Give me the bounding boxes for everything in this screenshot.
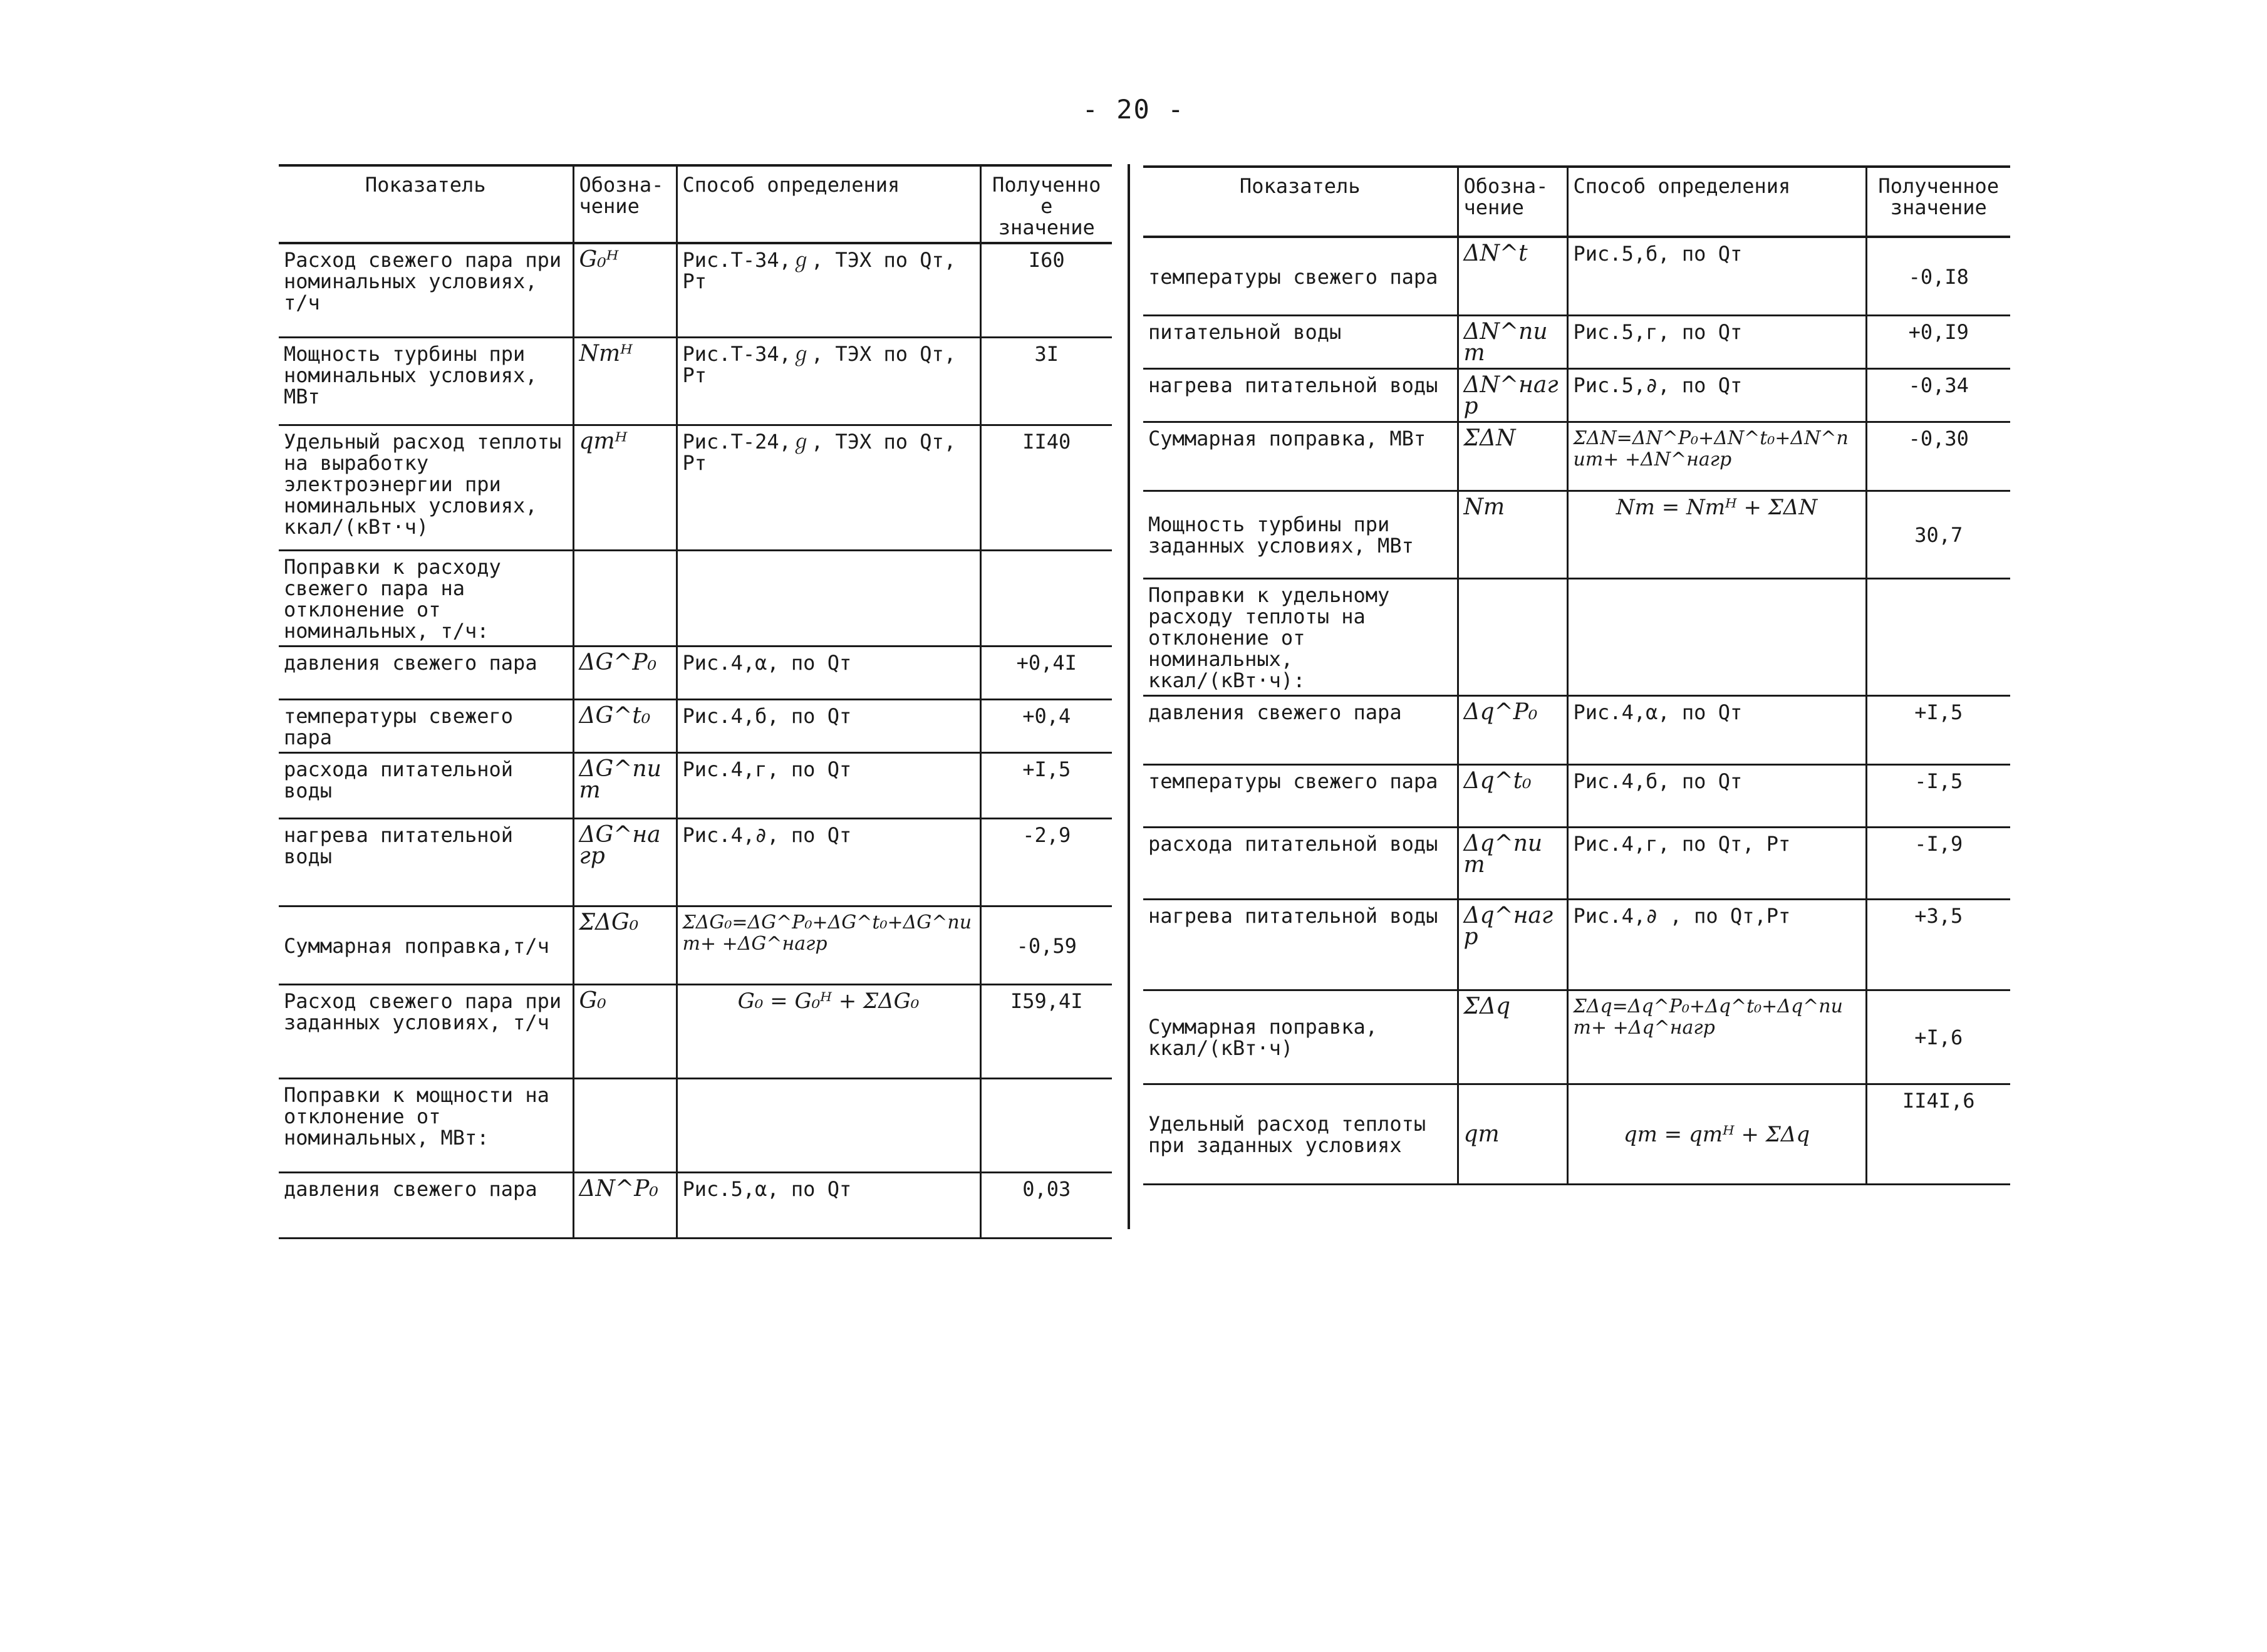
row-indicator: Расход свежего пара при заданных условиях, т/ч (279, 984, 573, 1078)
row-value: I60 (980, 243, 1112, 337)
table-row (279, 243, 1112, 337)
row-symbol (573, 1078, 677, 1172)
header-method: Способ определения (1567, 167, 1866, 237)
row-method: Рис.4,г, по Qт (677, 752, 980, 818)
row-method: G₀ = G₀ᴴ + ΣΔG₀ (677, 984, 980, 1078)
row-indicator: Удельный расход теплоты на выработку электроэнергии при номинальных условиях, ккал/(кВт·ч) (279, 425, 573, 550)
right-header-row (1143, 167, 2010, 237)
header-indicator: Показатель (1143, 167, 1458, 237)
row-value: +0,I9 (1866, 315, 2010, 368)
row-method (677, 1078, 980, 1172)
row-method: ΣΔN=ΔN^P₀+ΔN^t₀+ΔN^пит+ +ΔN^нагр (1567, 422, 1866, 491)
row-symbol: G₀ (573, 984, 677, 1078)
table-row (1143, 990, 2010, 1084)
row-symbol (1458, 578, 1567, 695)
row-method (677, 550, 980, 646)
row-indicator: Суммарная поправка,т/ч (279, 906, 573, 984)
row-indicator: Поправки к расходу свежего пара на отклонение от номинальных, т/ч: (279, 550, 573, 646)
row-symbol: ΣΔG₀ (573, 906, 677, 984)
row-indicator: давления свежего пара (279, 1172, 573, 1238)
row-value: II4I,6 (1866, 1084, 2010, 1184)
header-indicator: Показатель (279, 165, 573, 243)
table-row (279, 818, 1112, 906)
row-method: Рис.5,б, по Qт (1567, 237, 1866, 315)
table-row (279, 906, 1112, 984)
row-value: -0,I8 (1866, 237, 2010, 315)
row-value: +I,6 (1866, 990, 2010, 1084)
row-method: Рис.Т-34,ℊ, ТЭХ по Qт, Pт (677, 243, 980, 337)
row-method: qт = qтᴴ + ΣΔq (1567, 1084, 1866, 1184)
row-value (980, 1078, 1112, 1172)
row-value: +I,5 (1866, 695, 2010, 764)
row-symbol: Nтᴴ (573, 337, 677, 425)
row-method: Рис.4,б, по Qт (1567, 764, 1866, 827)
header-symbol: Обозна- чение (1458, 167, 1567, 237)
row-indicator: температуры свежего пара (1143, 764, 1458, 827)
row-symbol: Δq^P₀ (1458, 695, 1567, 764)
table-row (279, 699, 1112, 752)
row-indicator: Поправки к удельному расходу теплоты на отклонение от номинальных, ккал/(кВт·ч): (1143, 578, 1458, 695)
row-value (1866, 578, 2010, 695)
row-value: +0,4I (980, 646, 1112, 699)
row-symbol: ΔN^P₀ (573, 1172, 677, 1238)
row-symbol: ΔN^нагр (1458, 368, 1567, 422)
table-row (279, 1172, 1112, 1238)
row-indicator: Удельный расход теплоты при заданных условиях (1143, 1084, 1458, 1184)
row-symbol: Δq^нагр (1458, 899, 1567, 990)
row-symbol: Δq^пит (1458, 827, 1567, 899)
row-indicator: нагрева питательной воды (279, 818, 573, 906)
row-symbol: ΔG^пит (573, 752, 677, 818)
row-method: Рис.4,г, по Qт, Pт (1567, 827, 1866, 899)
row-value: -I,9 (1866, 827, 2010, 899)
row-symbol: ΔN^пит (1458, 315, 1567, 368)
row-method: Рис.4,∂, по Qт (677, 818, 980, 906)
row-symbol: ΣΔN (1458, 422, 1567, 491)
row-indicator: расхода питательной воды (279, 752, 573, 818)
row-value (980, 550, 1112, 646)
table-row (1143, 827, 2010, 899)
row-value: 0,03 (980, 1172, 1112, 1238)
row-indicator: Поправки к мощности на отклонение от номинальных, МВт: (279, 1078, 573, 1172)
row-method: Рис.Т-24,ℊ, ТЭХ по Qт, Pт (677, 425, 980, 550)
row-symbol: qт (1458, 1084, 1567, 1184)
row-symbol: Nт (1458, 491, 1567, 578)
table-row (1143, 899, 2010, 990)
row-symbol: ΔG^P₀ (573, 646, 677, 699)
left-header-row (279, 165, 1112, 243)
table-row (1143, 368, 2010, 422)
row-method: Рис.4,α, по Qт (677, 646, 980, 699)
row-method: Рис.5,∂, по Qт (1567, 368, 1866, 422)
header-value: Полученное значение (1866, 167, 2010, 237)
row-method: Рис.Т-34,ℊ, ТЭХ по Qт, Pт (677, 337, 980, 425)
row-value: 30,7 (1866, 491, 2010, 578)
table-row (1143, 695, 2010, 764)
table-row (279, 752, 1112, 818)
row-indicator: Расход свежего пара при номинальных условиях, т/ч (279, 243, 573, 337)
table-row (279, 1078, 1112, 1172)
row-method: Рис.4,∂ , по Qт,Pт (1567, 899, 1866, 990)
header-symbol: Обозна- чение (573, 165, 677, 243)
row-symbol: G₀ᴴ (573, 243, 677, 337)
row-indicator: температуры свежего пара (279, 699, 573, 752)
row-value: I59,4I (980, 984, 1112, 1078)
row-symbol (573, 550, 677, 646)
table-row (1143, 422, 2010, 491)
row-value: -0,34 (1866, 368, 2010, 422)
row-indicator: давления свежего пара (279, 646, 573, 699)
row-indicator: расхода питательной воды (1143, 827, 1458, 899)
row-indicator: Мощность турбины при заданных условиях, МВт (1143, 491, 1458, 578)
table-row (279, 550, 1112, 646)
row-value: +3,5 (1866, 899, 2010, 990)
row-method: ΣΔG₀=ΔG^P₀+ΔG^t₀+ΔG^пит+ +ΔG^нагр (677, 906, 980, 984)
row-method: Рис.4,α, по Qт (1567, 695, 1866, 764)
table-row (1143, 491, 2010, 578)
table-row (1143, 315, 2010, 368)
table-row (279, 646, 1112, 699)
row-indicator: питательной воды (1143, 315, 1458, 368)
row-symbol: qтᴴ (573, 425, 677, 550)
row-value: 3I (980, 337, 1112, 425)
table-row (1143, 1084, 2010, 1184)
table-row (279, 337, 1112, 425)
row-value: -2,9 (980, 818, 1112, 906)
table-row (279, 425, 1112, 550)
row-method (1567, 578, 1866, 695)
page-number: - 20 - (1082, 94, 1185, 125)
table-row (1143, 764, 2010, 827)
right-table (1143, 165, 2010, 1185)
row-value: -0,30 (1866, 422, 2010, 491)
row-indicator: Суммарная поправка, МВт (1143, 422, 1458, 491)
row-method: Рис.5,α, по Qт (677, 1172, 980, 1238)
left-table (279, 164, 1112, 1239)
table-row (1143, 578, 2010, 695)
row-symbol: ΔN^t (1458, 237, 1567, 315)
row-method: Рис.5,г, по Qт (1567, 315, 1866, 368)
row-indicator: нагрева питательной воды (1143, 368, 1458, 422)
row-method: Nт = Nтᴴ + ΣΔN (1567, 491, 1866, 578)
row-symbol: ΔG^нагр (573, 818, 677, 906)
row-symbol: Δq^t₀ (1458, 764, 1567, 827)
table-row (1143, 237, 2010, 315)
row-value: -0,59 (980, 906, 1112, 984)
row-indicator: температуры свежего пара (1143, 237, 1458, 315)
header-value: Полученное значение (980, 165, 1112, 243)
row-value: +I,5 (980, 752, 1112, 818)
row-value: +0,4 (980, 699, 1112, 752)
header-method: Способ определения (677, 165, 980, 243)
table-row (279, 984, 1112, 1078)
row-value: -I,5 (1866, 764, 2010, 827)
row-indicator: Мощность турбины при номинальных условиях, МВт (279, 337, 573, 425)
row-indicator: нагрева питательной воды (1143, 899, 1458, 990)
row-indicator: давления свежего пара (1143, 695, 1458, 764)
left-table-right-border (1128, 164, 1130, 1229)
row-symbol: ΣΔq (1458, 990, 1567, 1084)
row-indicator: Суммарная поправка, ккал/(кВт·ч) (1143, 990, 1458, 1084)
row-symbol: ΔG^t₀ (573, 699, 677, 752)
row-method: ΣΔq=Δq^P₀+Δq^t₀+Δq^пит+ +Δq^нагр (1567, 990, 1866, 1084)
row-method: Рис.4,б, по Qт (677, 699, 980, 752)
row-value: II40 (980, 425, 1112, 550)
